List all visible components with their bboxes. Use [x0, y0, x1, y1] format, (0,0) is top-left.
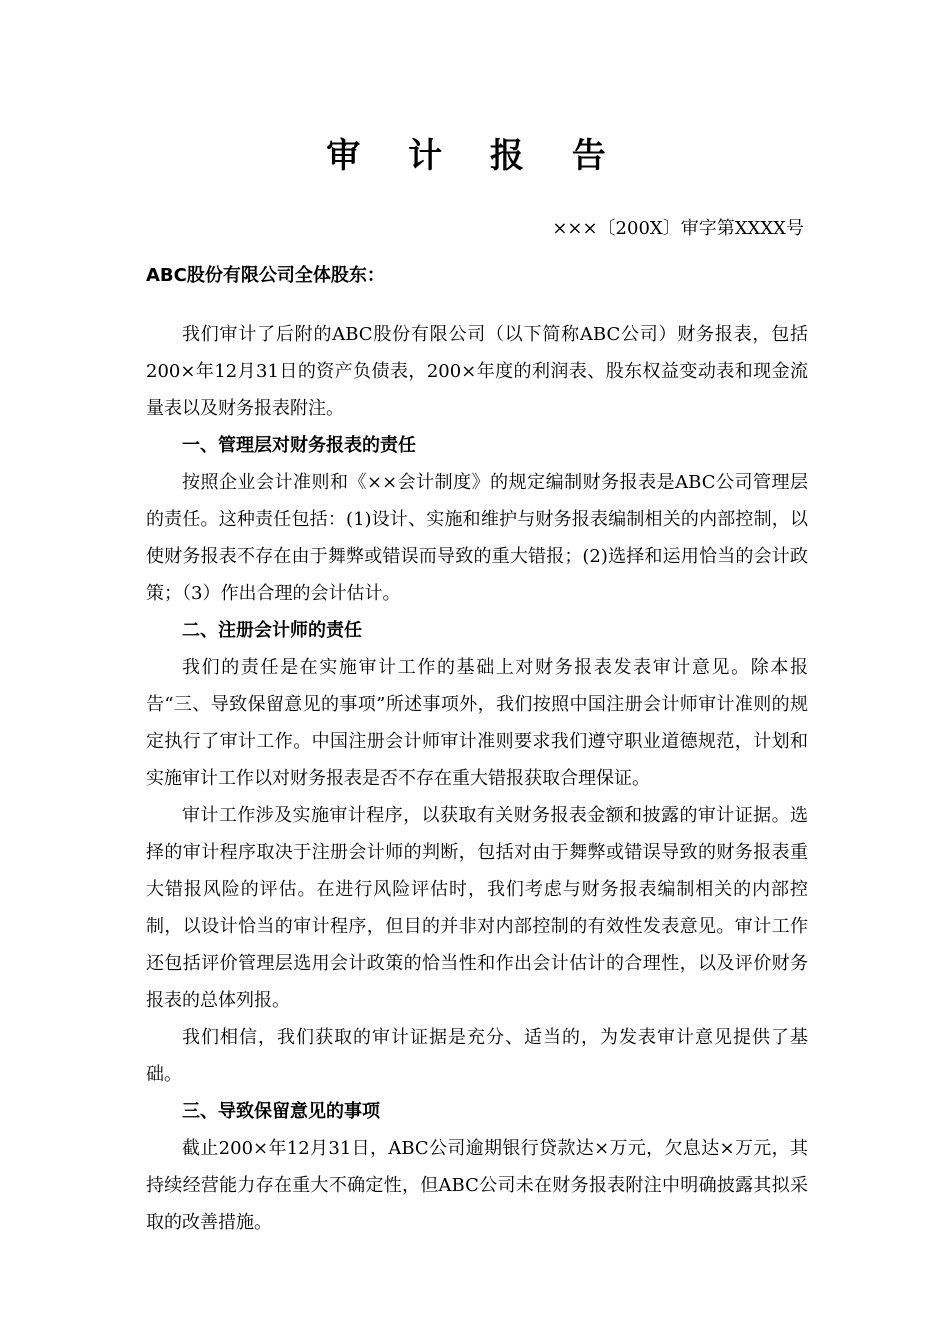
intro-paragraph: 我们审计了后附的ABC股份有限公司（以下简称ABC公司）财务报表，包括200×年12月31日的资产负债表，200×年度的利润表、股东权益变动表和现金流量表以及财务报表附注。	[146, 324, 808, 419]
section-heading-auditor: 二、注册会计师的责任	[182, 620, 362, 641]
paragraph-audit-evidence: 我们相信，我们获取的审计证据是充分、适当的，为发表审计意见提供了基础。	[146, 1027, 808, 1085]
paragraph-management-responsibility: 按照企业会计准则和《××会计制度》的规定编制财务报表是ABC公司管理层的责任。这种责任包括：(1)设计、实施和维护与财务报表编制相关的内部控制，以使财务报表不存在由于舞弊或错误而导致的重大错报；(2)选择和运用恰当的会计政策；（3）作出合理的会计估计。	[146, 472, 808, 604]
reference-number: ×××〔200X〕审字第XXXX号	[552, 218, 804, 239]
paragraph-auditor-responsibility: 我们的责任是在实施审计工作的基础上对财务报表发表审计意见。除本报告“三、导致保留意见的事项”所述事项外，我们按照中国注册会计师审计准则的规定执行了审计工作。中国注册会计师审计准则要求我们遵守职业道德规范，计划和实施审计工作以对财务报表是否不存在重大错报获取合理保证。	[146, 657, 808, 789]
section-heading-management: 一、管理层对财务报表的责任	[182, 435, 416, 456]
report-body	[146, 257, 808, 1241]
paragraph-audit-procedures: 审计工作涉及实施审计程序，以获取有关财务报表金额和披露的审计证据。选择的审计程序取决于注册会计师的判断，包括对由于舞弊或错误导致的财务报表重大错报风险的评估。在进行风险评估时，我们考虑与财务报表编制相关的内部控制，以设计恰当的审计程序，但目的并非对内部控制的有效性发表意见。审计工作还包括评价管理层选用会计政策的恰当性和作出会计估计的合理性，以及评价财务报表的总体列报。	[146, 805, 808, 1011]
section-heading-qualified-basis: 三、导致保留意见的事项	[182, 1101, 380, 1122]
paragraph-qualified-basis: 截止200×年12月31日，ABC公司逾期银行贷款达×万元，欠息达×万元，其持续经营能力存在重大不确定性，但ABC公司未在财务报表附注中明确披露其拟采取的改善措施。	[146, 1138, 808, 1233]
report-title: 审 计 报 告	[326, 136, 624, 176]
salutation: ABC股份有限公司全体股东：	[146, 265, 385, 286]
